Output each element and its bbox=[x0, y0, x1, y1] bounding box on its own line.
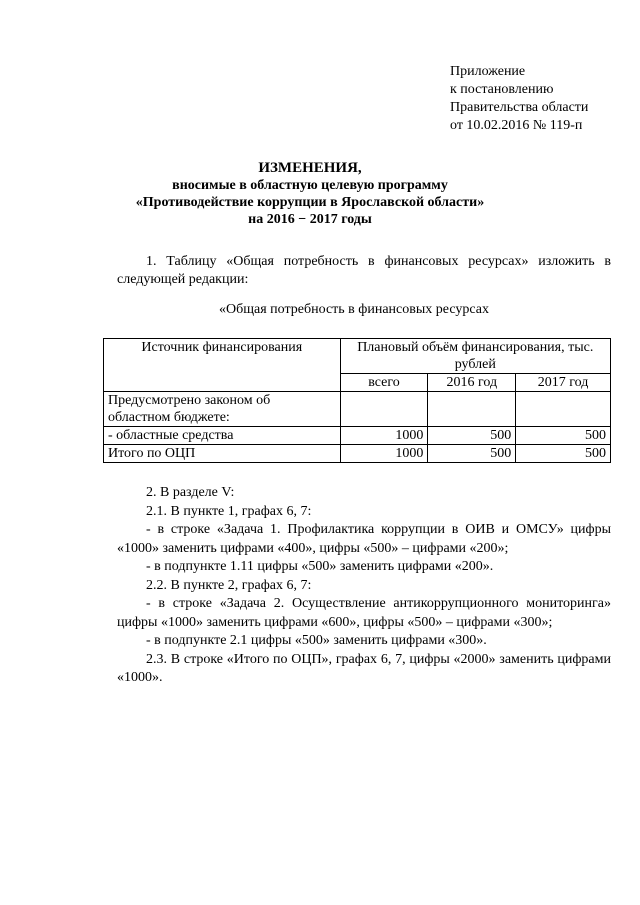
table-row bbox=[104, 445, 611, 463]
row-total: 1000 bbox=[340, 427, 428, 445]
document-title bbox=[110, 160, 510, 228]
table-row bbox=[104, 427, 611, 445]
paragraph: - в подпункте 2.1 цифры «500» заменить цифрами «300». bbox=[146, 633, 487, 648]
paragraph: 2.2. В пункте 2, графах 6, 7: bbox=[146, 577, 312, 593]
subheader-2017: 2017 год bbox=[516, 374, 611, 392]
header-plan: Плановый объём финансирования, тыс. рублей bbox=[340, 339, 610, 374]
header-source: Источник финансирования bbox=[104, 339, 341, 392]
appendix-line-1: Приложение bbox=[450, 64, 526, 79]
financing-table bbox=[103, 338, 611, 463]
row-2017: 500 bbox=[516, 445, 611, 463]
paragraph: - в подпункте 1.11 цифры «500» заменить цифрами «200». bbox=[146, 559, 494, 574]
title-line-3: «Противодействие коррупции в Ярославской области» bbox=[135, 195, 485, 210]
table-row bbox=[104, 392, 611, 427]
appendix-block bbox=[450, 63, 630, 135]
row-2016: 500 bbox=[428, 445, 516, 463]
appendix-line-4: от 10.02.2016 № 119-п bbox=[450, 118, 583, 133]
table-header-row bbox=[104, 339, 611, 374]
row-2016: 500 bbox=[428, 427, 516, 445]
row-2017: 500 bbox=[516, 427, 611, 445]
title-main: ИЗМЕНЕНИЯ, bbox=[258, 160, 362, 176]
title-line-2: вносимые в областную целевую программу bbox=[172, 178, 448, 193]
paragraph: 2.3. В строке «Итого по ОЦП», графах 6, 7, цифры «2000» заменить цифрами «1000». bbox=[117, 651, 611, 685]
item-1-text: 1. Таблицу «Общая потребность в финансовых ресурсах» изложить в следующей редакции: bbox=[117, 254, 611, 287]
title-line-4: на 2016 − 2017 годы bbox=[248, 212, 372, 227]
paragraph: - в строке «Задача 2. Осуществление антикоррупционного мониторинга» цифры «1000» заменить цифрами «600», цифры «500» – цифрами «300»; bbox=[117, 596, 611, 630]
row-2017 bbox=[516, 392, 611, 427]
paragraph: 2.1. В пункте 1, графах 6, 7: bbox=[146, 503, 312, 519]
row-source: Итого по ОЦП bbox=[104, 445, 341, 463]
row-2016 bbox=[428, 392, 516, 427]
row-source: - областные средства bbox=[104, 427, 341, 445]
subheader-total: всего bbox=[340, 374, 428, 392]
paragraph: 2. В разделе V: bbox=[146, 485, 235, 500]
appendix-line-3: Правительства области bbox=[450, 100, 589, 115]
row-source: Предусмотрено законом об областном бюджете: bbox=[104, 392, 341, 427]
row-total: 1000 bbox=[340, 445, 428, 463]
subheader-2016: 2016 год bbox=[428, 374, 516, 392]
table-caption: «Общая потребность в финансовых ресурсах bbox=[219, 302, 489, 317]
row-total bbox=[340, 392, 428, 427]
amendments-body bbox=[117, 484, 611, 688]
paragraph: - в строке «Задача 1. Профилактика коррупции в ОИВ и ОМСУ» цифры «1000» заменить цифрами «400», цифры «500» – цифрами «200»; bbox=[117, 522, 611, 556]
appendix-line-2: к постановлению bbox=[450, 82, 554, 97]
